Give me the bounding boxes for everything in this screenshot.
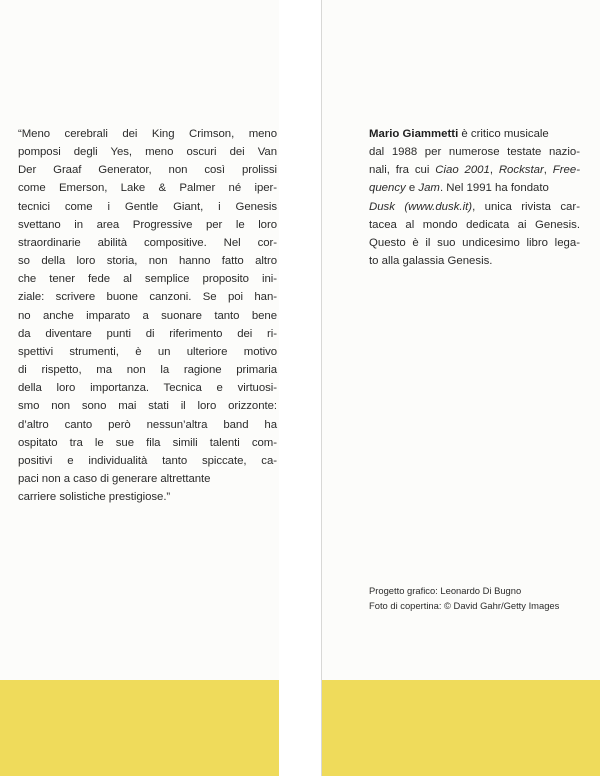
quote-line: carriere solistiche prestigiose.” [18, 491, 171, 504]
quote-line: da diventare punti di riferimento dei ri- [18, 327, 277, 340]
quote-line: svettano in area Progressive per le loro [18, 218, 277, 231]
quote-line: straordinarie abilità compositive. Nel cor- [18, 236, 277, 249]
quote-line: so della loro storia, non hanno fatto altro [18, 255, 277, 268]
magazine-title: quency [369, 182, 406, 195]
cover-photo-credit: Foto di copertina: © David Gahr/Getty Images [369, 599, 560, 611]
quote-line: d’altro canto però nessun’altra band ha [18, 418, 277, 431]
quote-line: pomposi degli Yes, meno oscuri dei Van [18, 146, 277, 159]
quote-line: della loro importanza. Tecnica e virtuosi- [18, 382, 277, 395]
bio-line: to alla galassia Genesis. [369, 255, 493, 268]
quote-line: smo non sono mai stati il loro orizzonte: [18, 400, 277, 413]
bio-line: Questo è il suo undicesimo libro lega- [369, 236, 580, 249]
quote-line: “Meno cerebrali dei King Crimson, meno [18, 128, 277, 140]
spine-gap [279, 0, 321, 776]
magazine-title: Free- [552, 164, 580, 177]
quote-line: che tener fede al semplice proposito ini- [18, 273, 277, 286]
magazine-title: Rockstar [498, 164, 544, 177]
magazine-title: Dusk (www.dusk.it) [369, 200, 473, 213]
bio-line: tacea al mondo dedicata ai Genesis. [369, 218, 580, 231]
jacket-quote [18, 125, 277, 506]
quote-line: positivi e individualità tanto spiccate, ca- [18, 454, 277, 467]
quote-line: ospitato tra le sue fila simili talenti com- [18, 436, 277, 449]
back-flap [321, 0, 600, 776]
quote-line: spettivi strumenti, è un ulteriore motivo [18, 345, 277, 358]
magazine-title: Jam [418, 182, 440, 195]
bio-line: quency e Jam. Nel 1991 ha fondato [369, 182, 549, 195]
back-flap-yellow-band [322, 680, 600, 776]
quote-line: come Emerson, Lake & Palmer né iper- [18, 182, 277, 195]
quote-line: ziale: scrivere buone canzoni. Se poi han- [18, 291, 277, 304]
bio-line: dal 1988 per numerose testate nazio- [369, 146, 580, 159]
author-bio [369, 125, 580, 270]
design-credit: Progetto grafico: Leonardo Di Bugno [369, 585, 522, 596]
bio-line: Mario Giammetti è critico musicale [369, 128, 549, 140]
quote-line: no anche imparato a suonare tanto bene [18, 309, 277, 322]
quote-line: Der Graaf Generator, non così prolissi [18, 164, 277, 177]
bio-line: nali, fra cui Ciao 2001, Rockstar, Free- [369, 164, 580, 177]
bio-line: Dusk (www.dusk.it), unica rivista car- [369, 200, 580, 213]
quote-line: di rispetto, ma non la ragione primaria [18, 364, 277, 377]
magazine-title: Ciao 2001 [435, 164, 490, 177]
credits [369, 584, 589, 613]
quote-line: tecnici come i Gentle Giant, i Genesis [18, 200, 277, 213]
author-name: Mario Giammetti [369, 128, 459, 140]
quote-line: paci non a caso di generare altrettante [18, 472, 211, 485]
front-flap-yellow-band [0, 680, 279, 776]
